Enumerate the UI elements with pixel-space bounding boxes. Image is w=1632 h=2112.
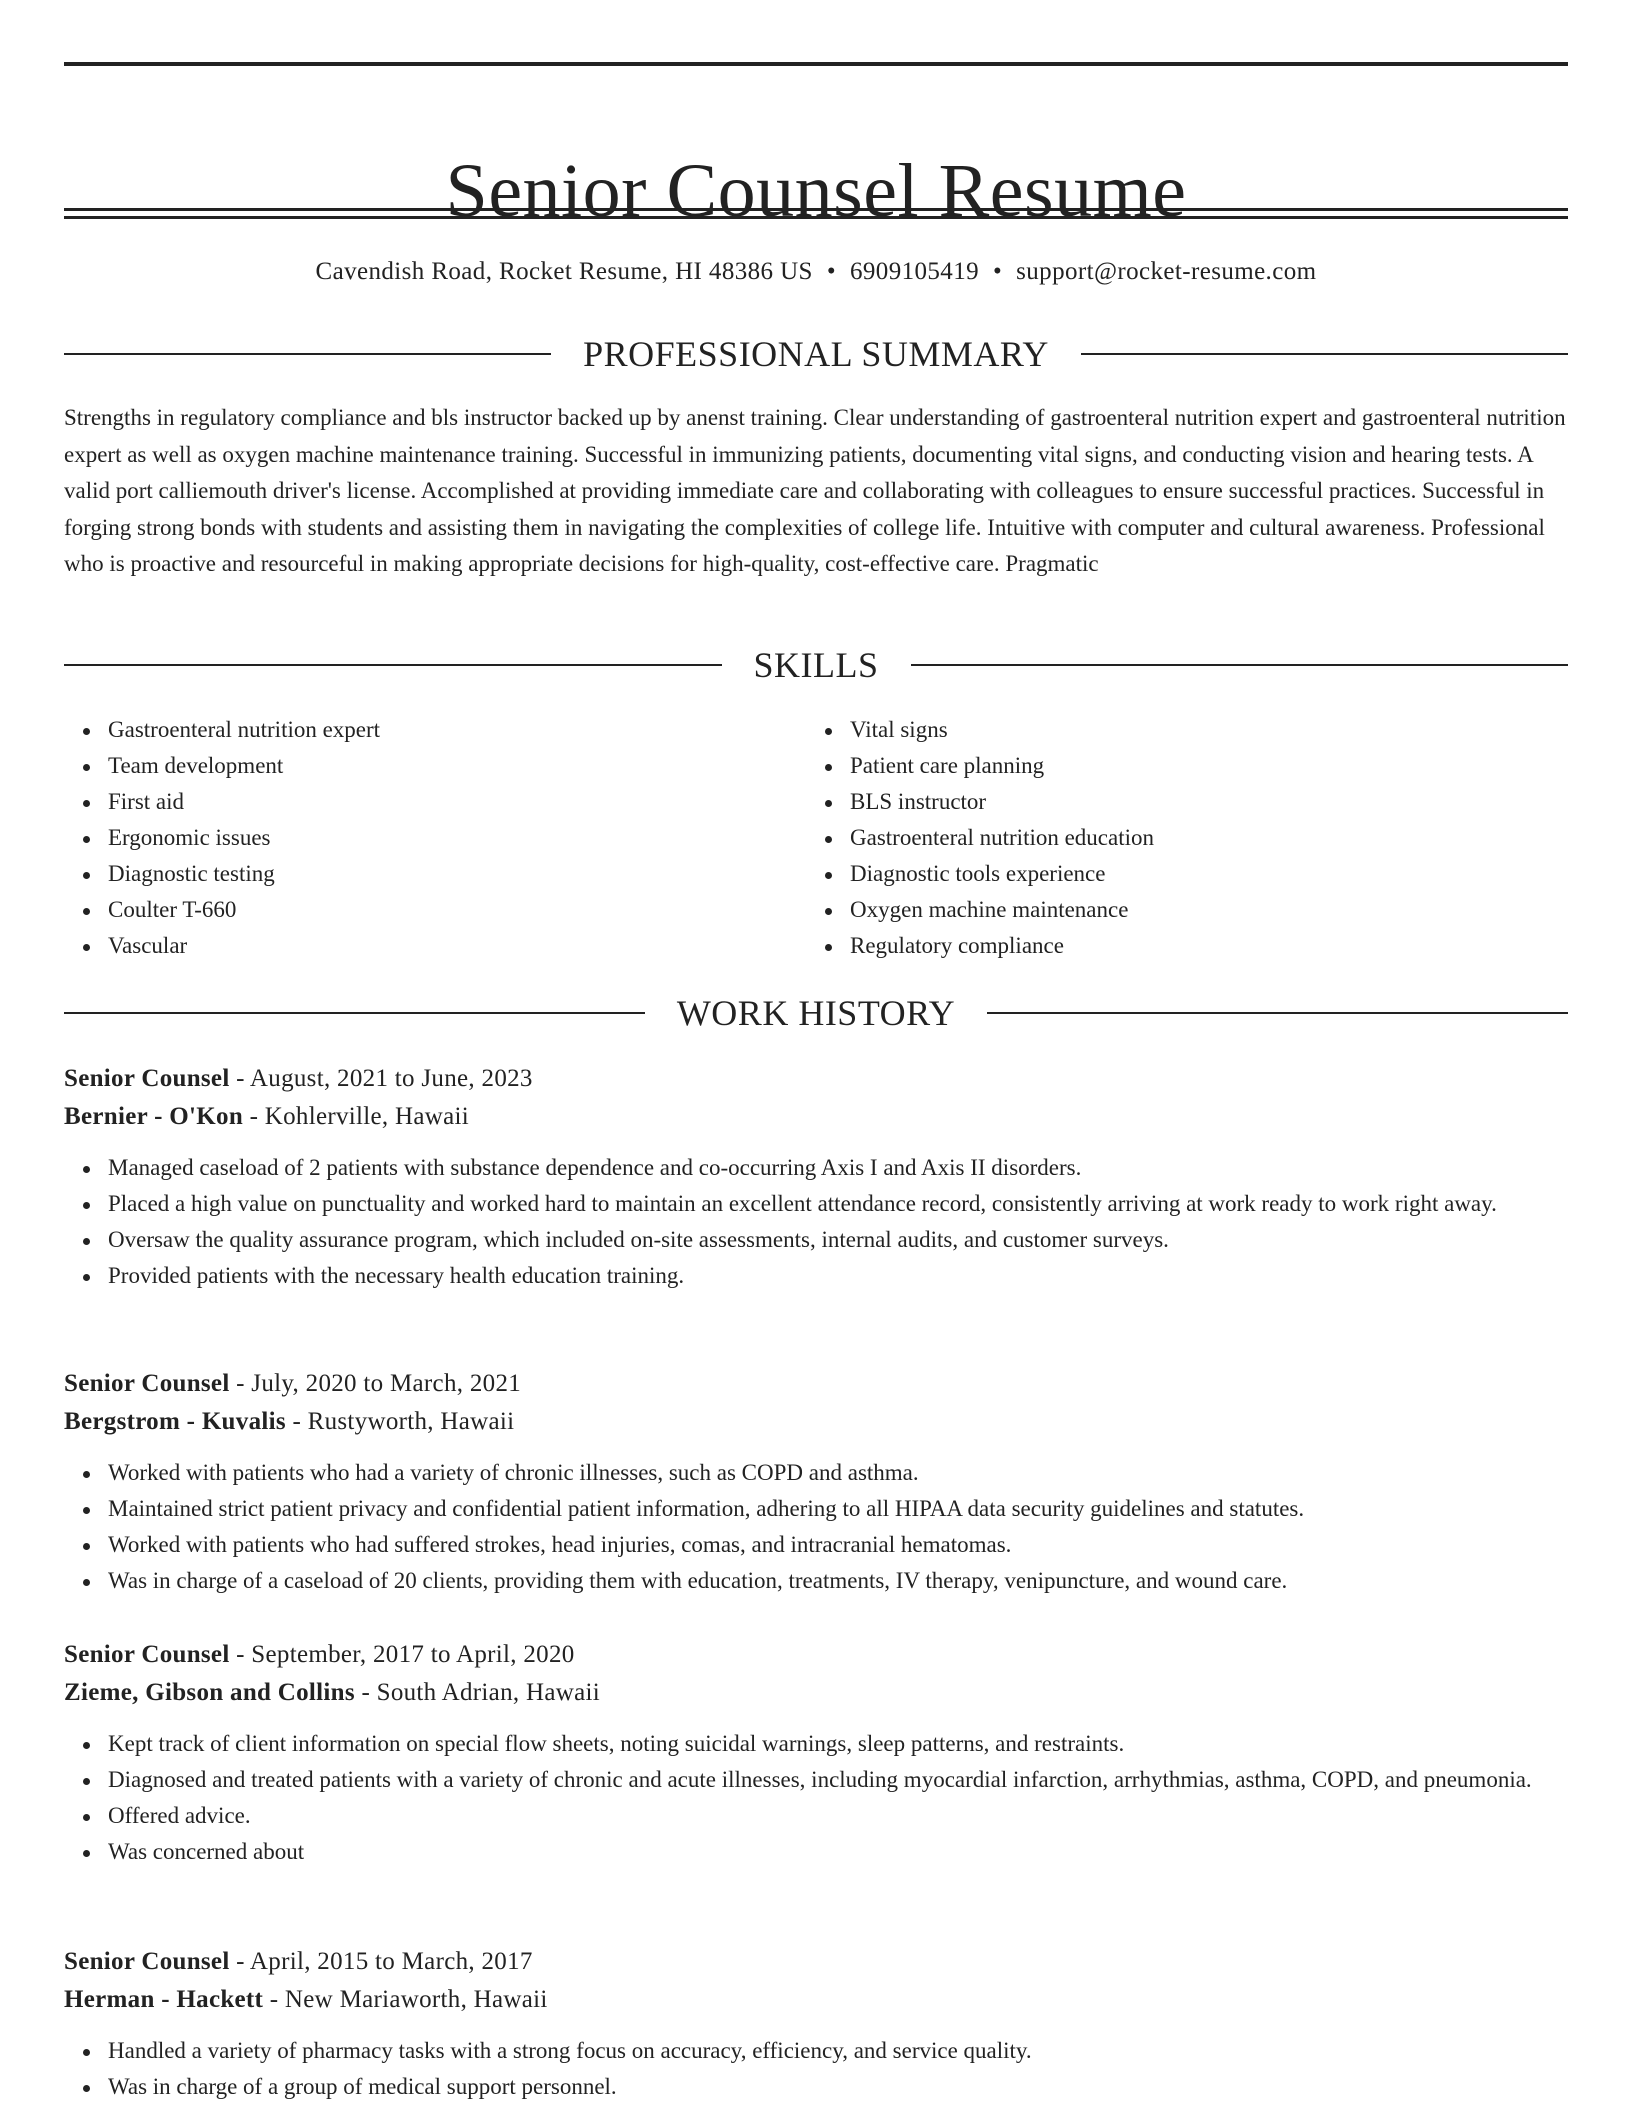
header-top-rule <box>64 62 1568 66</box>
job-bullet: Placed a high value on punctuality and worked hard to maintain an excellent attendance record, consistently arriving at work ready to work right away. <box>108 1186 1568 1222</box>
contact-separator: • <box>826 258 836 285</box>
job-location: - Kohlerville, Hawaii <box>243 1103 470 1130</box>
job-bullet: Offered advice. <box>108 1798 1568 1834</box>
job-bullet: Was in charge of a caseload of 20 clients, providing them with education, treatments, IV therapy, venipuncture, and wound care. <box>108 1563 1568 1599</box>
job-bullet: Was concerned about <box>108 1834 1568 1870</box>
professional-summary-text: Strengths in regulatory compliance and bls instructor backed up by anenst training. Clear understanding of gastroenteral nutrition expert and gastroenteral nutrition expert as well as oxygen machine maintenance training. Successful in immunizing patients, documenting vital signs, and conducting vision and hearing tests. A valid port calliemouth driver's license. Accomplished at providing immediate care and collaborating with colleagues to ensure successful practices. Successful in forging strong bonds with students and assisting them in navigating the complexities of college life. Intuitive with computer and cultural awareness. Professional who is proactive and resourceful in making appropriate decisions for high-quality, cost-effective care. Pragmatic <box>64 405 1566 576</box>
section-rule <box>911 664 1569 666</box>
section-rule <box>64 1012 645 1014</box>
job-title: Senior Counsel <box>64 1370 230 1397</box>
skills-column-right <box>64 712 1154 964</box>
contact-email: support@rocket-resume.com <box>1016 258 1317 285</box>
job-title-line <box>64 1636 1568 1674</box>
skill-item: Diagnostic testing <box>108 856 816 892</box>
job-bullet: Provided patients with the necessary health education training. <box>108 1258 1568 1294</box>
job-title-line <box>64 1365 1568 1403</box>
job-dates: - August, 2021 to June, 2023 <box>229 1065 533 1092</box>
skill-item: Vascular <box>108 928 816 964</box>
job-bullets <box>64 1150 1568 1294</box>
job-title-line <box>64 1060 1568 1098</box>
section-rule <box>987 1012 1568 1014</box>
job-title-line <box>64 1943 1568 1981</box>
contact-line <box>64 254 1568 290</box>
job-title: Senior Counsel <box>64 1065 230 1092</box>
section-title-skills: SKILLS <box>753 645 879 685</box>
job-location: - New Mariaworth, Hawaii <box>263 1986 548 2013</box>
job-bullet: Diagnosed and treated patients with a variety of chronic and acute illnesses, including myocardial infarction, arrhythmias, asthma, COPD, and pneumonia. <box>108 1762 1568 1798</box>
job-bullet: Worked with patients who had a variety of chronic illnesses, such as COPD and asthma. <box>108 1455 1568 1491</box>
header-double-rule <box>64 208 1568 219</box>
job-company-line <box>64 1981 1568 2019</box>
section-header-work <box>64 991 1568 1035</box>
job-bullet: Was in charge of a group of medical support personnel. <box>108 2069 1568 2105</box>
skill-item: Patient care planning <box>850 748 1154 784</box>
job-company: Bernier - O'Kon <box>64 1103 244 1130</box>
section-header-summary <box>64 332 1568 376</box>
job-dates: - April, 2015 to March, 2017 <box>229 1948 533 1975</box>
job-company: Bergstrom - Kuvalis <box>64 1408 286 1435</box>
job-company: Herman - Hackett <box>64 1986 264 2013</box>
skills-list <box>64 712 1568 964</box>
skill-item: Ergonomic issues <box>108 820 816 856</box>
skill-item: BLS instructor <box>850 784 1154 820</box>
job-bullet: Oversaw the quality assurance program, which included on-site assessments, internal audits, and customer surveys. <box>108 1222 1568 1258</box>
contact-separator: • <box>993 258 1003 285</box>
section-header-skills <box>64 643 1568 687</box>
job-bullets <box>64 2033 1568 2105</box>
skill-item: Coulter T-660 <box>108 892 816 928</box>
job-entry <box>64 1636 1568 1870</box>
skill-item: Vital signs <box>850 712 1154 748</box>
job-bullets <box>64 1455 1568 1599</box>
skill-item: Diagnostic tools experience <box>850 856 1154 892</box>
job-entry <box>64 1943 1568 2105</box>
job-title: Senior Counsel <box>64 1948 230 1975</box>
skill-item: Gastroenteral nutrition expert <box>108 712 816 748</box>
contact-address: Cavendish Road, Rocket Resume, HI 48386 US <box>315 258 813 285</box>
section-rule <box>1081 353 1568 355</box>
job-bullet: Handled a variety of pharmacy tasks with a strong focus on accuracy, efficiency, and service quality. <box>108 2033 1568 2069</box>
job-company-line <box>64 1098 1568 1136</box>
job-bullet: Worked with patients who had suffered strokes, head injuries, comas, and intracranial hematomas. <box>108 1527 1568 1563</box>
skill-item: Regulatory compliance <box>850 928 1154 964</box>
skill-item: Team development <box>108 748 816 784</box>
job-company: Zieme, Gibson and Collins <box>64 1679 355 1706</box>
resume-title: Senior Counsel Resume <box>445 148 1187 233</box>
job-entry <box>64 1365 1568 1599</box>
job-dates: - September, 2017 to April, 2020 <box>229 1641 575 1668</box>
job-dates: - July, 2020 to March, 2021 <box>229 1370 522 1397</box>
skill-item: Gastroenteral nutrition education <box>850 820 1154 856</box>
job-location: - Rustyworth, Hawaii <box>285 1408 515 1435</box>
job-location: - South Adrian, Hawaii <box>354 1679 600 1706</box>
job-company-line <box>64 1403 1568 1441</box>
job-title: Senior Counsel <box>64 1641 230 1668</box>
job-bullet: Managed caseload of 2 patients with substance dependence and co-occurring Axis I and Axis II disorders. <box>108 1150 1568 1186</box>
job-entry <box>64 1060 1568 1294</box>
job-bullet: Kept track of client information on special flow sheets, noting suicidal warnings, sleep patterns, and restraints. <box>108 1726 1568 1762</box>
job-company-line <box>64 1674 1568 1712</box>
section-title-summary: PROFESSIONAL SUMMARY <box>583 334 1049 374</box>
section-title-work: WORK HISTORY <box>676 993 956 1033</box>
job-bullet: Maintained strict patient privacy and confidential patient information, adhering to all HIPAA data security guidelines and statutes. <box>108 1491 1568 1527</box>
section-rule <box>64 664 722 666</box>
section-rule <box>64 353 551 355</box>
job-bullets <box>64 1726 1568 1870</box>
skill-item: First aid <box>108 784 816 820</box>
contact-phone: 6909105419 <box>850 258 979 285</box>
skill-item: Oxygen machine maintenance <box>850 892 1154 928</box>
